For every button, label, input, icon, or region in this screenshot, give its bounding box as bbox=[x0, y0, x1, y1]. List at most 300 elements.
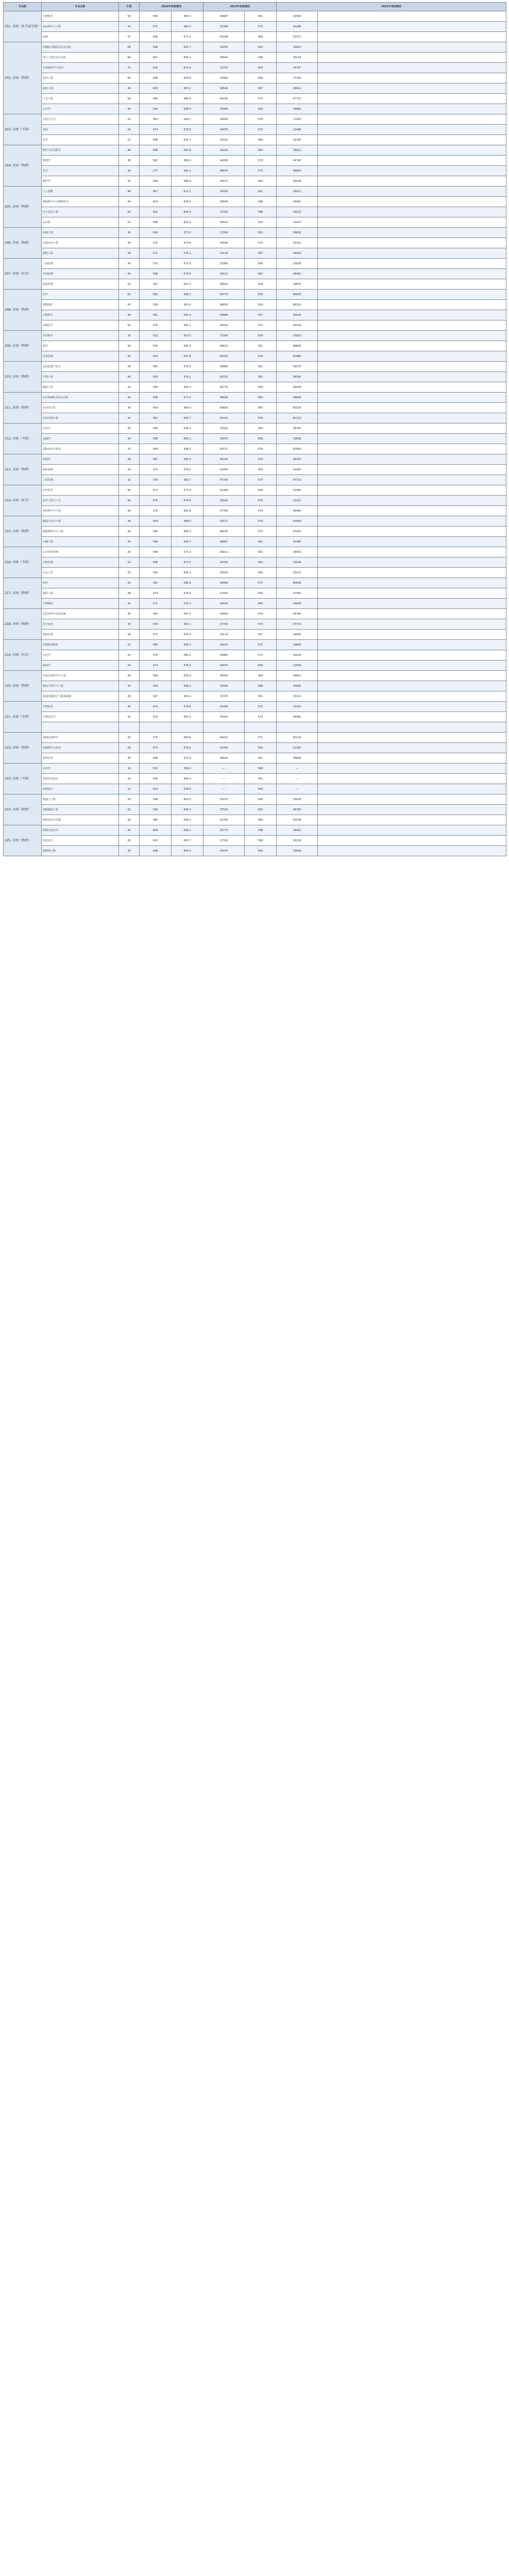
value-cell: 22 bbox=[119, 784, 140, 794]
value-cell: 574 bbox=[140, 743, 172, 753]
table-row bbox=[4, 650, 506, 660]
value-cell: 34 bbox=[119, 413, 140, 423]
value-cell: 39216 bbox=[203, 145, 245, 156]
value-cell: 26011 bbox=[203, 269, 245, 279]
table-row bbox=[4, 691, 506, 702]
value-cell: 48470 bbox=[203, 166, 245, 176]
value-cell: 26 bbox=[119, 331, 140, 341]
value-cell: 28 bbox=[119, 630, 140, 640]
blank-cell bbox=[318, 660, 506, 671]
value-cell: 30265 bbox=[203, 42, 245, 53]
value-cell: 558 bbox=[245, 413, 277, 423]
value-cell: 596 bbox=[140, 434, 172, 444]
blank-cell bbox=[318, 846, 506, 856]
blank-cell bbox=[318, 712, 506, 722]
value-cell: 28921 bbox=[277, 83, 318, 94]
value-cell: 30 bbox=[119, 619, 140, 630]
value-cell: 584.3 bbox=[172, 527, 203, 537]
value-cell: 44790 bbox=[277, 156, 318, 166]
value-cell: 571.0 bbox=[172, 547, 203, 557]
value-cell: 47010 bbox=[203, 712, 245, 722]
value-cell: 28402 bbox=[277, 197, 318, 207]
value-cell: 47715 bbox=[277, 475, 318, 485]
major-cell: 智慧农业 bbox=[42, 753, 119, 764]
blank-cell bbox=[318, 320, 506, 331]
value-cell: 30 bbox=[119, 815, 140, 825]
value-cell: 38790 bbox=[277, 423, 318, 434]
value-cell: 20420 bbox=[277, 650, 318, 660]
blank-cell bbox=[318, 403, 506, 413]
value-cell: 578 bbox=[245, 609, 277, 619]
table-body bbox=[4, 11, 506, 856]
value-cell: 573 bbox=[245, 94, 277, 104]
value-cell: 44 bbox=[119, 393, 140, 403]
table-row bbox=[4, 259, 506, 269]
value-cell: 602.7 bbox=[172, 42, 203, 53]
value-cell: 571.5 bbox=[172, 393, 203, 403]
value-cell: 56830 bbox=[277, 228, 318, 238]
value-cell: 569 bbox=[245, 465, 277, 475]
value-cell: 605.7 bbox=[172, 836, 203, 846]
value-cell: 578 bbox=[140, 619, 172, 630]
value-cell: 565 bbox=[245, 228, 277, 238]
value-cell: 574.1 bbox=[172, 372, 203, 382]
value-cell: 29115 bbox=[277, 207, 318, 217]
blank-cell bbox=[318, 609, 506, 619]
major-cell: 环境工程 bbox=[42, 228, 119, 238]
value-cell: 578 bbox=[245, 114, 277, 125]
value-cell: 24 bbox=[119, 382, 140, 393]
blank-cell bbox=[318, 351, 506, 362]
major-cell: 酿酒工程 bbox=[42, 382, 119, 393]
value-cell: 572.6 bbox=[172, 557, 203, 568]
table-row bbox=[4, 599, 506, 609]
value-cell: 24 bbox=[119, 557, 140, 568]
table-header bbox=[4, 3, 506, 11]
value-cell: 585 bbox=[140, 11, 172, 22]
blank-cell bbox=[318, 434, 506, 444]
value-cell: 63625 bbox=[277, 310, 318, 320]
value-cell: 582 bbox=[140, 156, 172, 166]
value-cell: 566 bbox=[140, 32, 172, 42]
value-cell: 16605 bbox=[203, 114, 245, 125]
major-cell: 数学与应用数学 bbox=[42, 145, 119, 156]
table-row bbox=[4, 403, 506, 413]
value-cell: 564 bbox=[140, 403, 172, 413]
value-cell: 54500 bbox=[277, 599, 318, 609]
major-cell: 应用化学 bbox=[42, 485, 119, 496]
value-cell: 62410 bbox=[203, 413, 245, 423]
major-cell: 物流管理 bbox=[42, 630, 119, 640]
major-cell: 车辆工程 bbox=[42, 537, 119, 547]
major-cell: 公共事业管理 bbox=[42, 547, 119, 557]
value-cell: 40 bbox=[119, 83, 140, 94]
major-cell: 会计学 bbox=[42, 104, 119, 114]
major-cell: 光电信息科学与工程 bbox=[42, 671, 119, 681]
value-cell: 569 bbox=[245, 743, 277, 753]
table-row bbox=[4, 393, 506, 403]
major-cell: 材料科学与工程 bbox=[42, 506, 119, 516]
blank-cell bbox=[318, 114, 506, 125]
value-cell: 36 bbox=[119, 228, 140, 238]
value-cell: 589.2 bbox=[172, 815, 203, 825]
blank-cell bbox=[318, 681, 506, 691]
blank-cell bbox=[318, 691, 506, 702]
value-cell: 586.6 bbox=[172, 578, 203, 588]
value-cell: 602 bbox=[140, 207, 172, 217]
major-cell: 测绘工程 bbox=[42, 248, 119, 259]
value-cell: 66 bbox=[119, 53, 140, 63]
value-cell: 598 bbox=[140, 217, 172, 228]
value-cell: 47715 bbox=[277, 619, 318, 630]
major-cell: 工商管理 bbox=[42, 259, 119, 269]
value-cell: 558 bbox=[140, 300, 172, 310]
value-cell: 30118 bbox=[277, 836, 318, 846]
value-cell: — bbox=[203, 774, 245, 784]
value-cell: 574 bbox=[245, 506, 277, 516]
value-cell: 574 bbox=[245, 712, 277, 722]
table-row bbox=[4, 228, 506, 238]
value-cell bbox=[119, 722, 140, 733]
value-cell: 574 bbox=[140, 660, 172, 671]
value-cell: 567.8 bbox=[172, 351, 203, 362]
value-cell: 570.6 bbox=[172, 269, 203, 279]
value-cell: 608.1 bbox=[172, 825, 203, 836]
major-cell: 草业科学 bbox=[42, 331, 119, 341]
value-cell: 598 bbox=[140, 42, 172, 53]
blank-cell bbox=[318, 176, 506, 187]
value-cell: 582 bbox=[140, 578, 172, 588]
value-cell: 46 bbox=[119, 145, 140, 156]
blank-cell bbox=[318, 269, 506, 279]
value-cell: 52368 bbox=[203, 22, 245, 32]
value-cell: 566.7 bbox=[172, 413, 203, 423]
table-row bbox=[4, 630, 506, 640]
admission-table bbox=[3, 2, 506, 856]
value-cell: 46990 bbox=[277, 712, 318, 722]
group-cell: 212, 河南（不限） bbox=[4, 423, 42, 454]
value-cell: 572 bbox=[140, 630, 172, 640]
value-cell: 24 bbox=[119, 465, 140, 475]
group-cell: 201, 河南（化学或生物） bbox=[4, 11, 42, 42]
blank-cell bbox=[318, 774, 506, 784]
major-cell: 金融学 bbox=[42, 434, 119, 444]
major-cell: 软件工程 bbox=[42, 73, 119, 83]
value-cell: 578.3 bbox=[172, 660, 203, 671]
value-cell: 44790 bbox=[277, 609, 318, 619]
value-cell: 20476 bbox=[203, 660, 245, 671]
value-cell: 578.4 bbox=[172, 588, 203, 599]
value-cell: 32 bbox=[119, 805, 140, 815]
blank-cell bbox=[318, 207, 506, 217]
table-row bbox=[4, 578, 506, 588]
value-cell: 560 bbox=[140, 290, 172, 300]
major-cell: 视觉传达设计 bbox=[42, 774, 119, 784]
blank-cell bbox=[318, 578, 506, 588]
blank-cell bbox=[318, 568, 506, 578]
value-cell: 28402 bbox=[277, 825, 318, 836]
blank-cell bbox=[318, 805, 506, 815]
value-cell: 570 bbox=[245, 238, 277, 248]
value-cell: 43460 bbox=[203, 609, 245, 619]
value-cell: 560.4 bbox=[172, 341, 203, 351]
table-row bbox=[4, 176, 506, 187]
value-cell: 590 bbox=[245, 434, 277, 444]
value-cell: 66830 bbox=[203, 300, 245, 310]
value-cell: 54005 bbox=[277, 630, 318, 640]
value-cell: 41740 bbox=[203, 815, 245, 825]
value-cell: 594 bbox=[140, 681, 172, 691]
value-cell: 598 bbox=[245, 197, 277, 207]
value-cell: 36 bbox=[119, 846, 140, 856]
value-cell: 26011 bbox=[277, 187, 318, 197]
value-cell: 22 bbox=[119, 135, 140, 145]
value-cell: 30 bbox=[119, 681, 140, 691]
value-cell: 607.2 bbox=[172, 83, 203, 94]
value-cell: 580.0 bbox=[172, 22, 203, 32]
value-cell: 573 bbox=[245, 619, 277, 630]
value-cell: 17002 bbox=[277, 114, 318, 125]
blank-cell bbox=[318, 228, 506, 238]
value-cell: 50540 bbox=[203, 238, 245, 248]
value-cell: 41580 bbox=[277, 537, 318, 547]
value-cell: 576.1 bbox=[172, 248, 203, 259]
value-cell: 566 bbox=[140, 393, 172, 403]
group-cell: 211, 河南（物理） bbox=[4, 393, 42, 423]
major-cell: 能源与动力工程 bbox=[42, 516, 119, 527]
value-cell: 49310 bbox=[203, 320, 245, 331]
table-row bbox=[4, 609, 506, 619]
value-cell: 34 bbox=[119, 341, 140, 351]
value-cell: 22315 bbox=[203, 63, 245, 73]
value-cell: 63980 bbox=[203, 310, 245, 320]
value-cell: 30 bbox=[119, 825, 140, 836]
value-cell: 47760 bbox=[203, 506, 245, 516]
value-cell: 600.0 bbox=[172, 794, 203, 805]
group-cell: 222, 河南（物理） bbox=[4, 733, 42, 764]
blank-cell bbox=[318, 722, 506, 733]
value-cell: 579.8 bbox=[172, 238, 203, 248]
value-cell: 20 bbox=[119, 568, 140, 578]
major-cell: 风景园林 bbox=[42, 351, 119, 362]
blank-cell bbox=[318, 279, 506, 290]
major-cell: 旅游管理 bbox=[42, 279, 119, 290]
table-row bbox=[4, 815, 506, 825]
value-cell: 31972 bbox=[277, 217, 318, 228]
value-cell: 42571 bbox=[203, 444, 245, 454]
value-cell: 34 bbox=[119, 671, 140, 681]
value-cell: 26402 bbox=[277, 547, 318, 557]
major-cell: 城乡规划 bbox=[42, 465, 119, 475]
value-cell: 589.1 bbox=[172, 114, 203, 125]
value-cell: 44006 bbox=[203, 156, 245, 166]
value-cell: 569 bbox=[245, 588, 277, 599]
value-cell: 549 bbox=[245, 784, 277, 794]
table-row bbox=[4, 568, 506, 578]
value-cell: 32 bbox=[119, 599, 140, 609]
value-cell: 556 bbox=[140, 774, 172, 784]
value-cell: 46990 bbox=[277, 506, 318, 516]
major-cell: 植物保护 bbox=[42, 300, 119, 310]
table-row bbox=[4, 114, 506, 125]
value-cell: 578.2 bbox=[172, 465, 203, 475]
major-cell: 自动化 bbox=[42, 217, 119, 228]
value-cell: 59370 bbox=[277, 362, 318, 372]
blank-cell bbox=[318, 32, 506, 42]
value-cell: 611.2 bbox=[172, 187, 203, 197]
value-cell: 584.1 bbox=[172, 640, 203, 650]
value-cell: 580 bbox=[140, 640, 172, 650]
blank-cell bbox=[318, 310, 506, 320]
value-cell: 50130 bbox=[277, 320, 318, 331]
value-cell: 26 bbox=[119, 125, 140, 135]
table-row bbox=[4, 73, 506, 83]
blank-cell bbox=[318, 506, 506, 516]
value-cell: 582.8 bbox=[172, 506, 203, 516]
blank-cell bbox=[318, 465, 506, 475]
table-row bbox=[4, 310, 506, 320]
major-cell: 通信工程 bbox=[42, 83, 119, 94]
value-cell: 596 bbox=[140, 846, 172, 856]
value-cell: 26540 bbox=[203, 83, 245, 94]
table-row bbox=[4, 444, 506, 454]
value-cell: 604 bbox=[245, 63, 277, 73]
blank-cell bbox=[318, 156, 506, 166]
value-cell: 578 bbox=[140, 475, 172, 485]
value-cell: 28044 bbox=[203, 53, 245, 63]
value-cell: 586.9 bbox=[172, 156, 203, 166]
value-cell: 590.3 bbox=[172, 11, 203, 22]
value-cell: 33580 bbox=[203, 104, 245, 114]
value-cell: 601.4 bbox=[172, 691, 203, 702]
value-cell: 24 bbox=[119, 279, 140, 290]
major-cell: 社会工作 bbox=[42, 568, 119, 578]
header-plan: 计划 bbox=[119, 3, 140, 11]
value-cell: 60150 bbox=[277, 403, 318, 413]
value-cell: 30510 bbox=[203, 217, 245, 228]
value-cell: 44 bbox=[119, 197, 140, 207]
blank-cell bbox=[318, 743, 506, 753]
value-cell: 40 bbox=[119, 238, 140, 248]
major-cell: 测控技术与仪器 bbox=[42, 815, 119, 825]
value-cell: 32470 bbox=[203, 846, 245, 856]
value-cell: 64770 bbox=[203, 382, 245, 393]
value-cell: 34882 bbox=[277, 104, 318, 114]
value-cell: 30550 bbox=[203, 568, 245, 578]
value-cell: 563 bbox=[245, 557, 277, 568]
value-cell: 18230 bbox=[203, 640, 245, 650]
value-cell: 575 bbox=[140, 238, 172, 248]
group-cell: 220, 河南（物理） bbox=[4, 671, 42, 702]
major-cell: 农业电气化 bbox=[42, 403, 119, 413]
value-cell: 581 bbox=[245, 537, 277, 547]
value-cell: 557.0 bbox=[172, 331, 203, 341]
value-cell: 70910 bbox=[277, 331, 318, 341]
value-cell: 559 bbox=[245, 351, 277, 362]
group-cell: 213, 河南（物理） bbox=[4, 454, 42, 485]
table-row bbox=[4, 197, 506, 207]
value-cell: 587.0 bbox=[172, 609, 203, 619]
group-cell: 215, 河南（物理） bbox=[4, 516, 42, 547]
value-cell: 40 bbox=[119, 702, 140, 712]
group-cell: 206, 河南（物理） bbox=[4, 228, 42, 259]
value-cell: 55108 bbox=[203, 32, 245, 42]
value-cell: 576 bbox=[245, 454, 277, 465]
table-row bbox=[4, 248, 506, 259]
value-cell: 42 bbox=[119, 300, 140, 310]
value-cell: 560 bbox=[140, 568, 172, 578]
value-cell: 25770 bbox=[203, 825, 245, 836]
table-row bbox=[4, 557, 506, 568]
blank-cell bbox=[318, 372, 506, 382]
value-cell: 570 bbox=[245, 496, 277, 506]
value-cell: 605.9 bbox=[172, 207, 203, 217]
blank-cell bbox=[318, 733, 506, 743]
value-cell: 24707 bbox=[277, 63, 318, 73]
value-cell: 574 bbox=[140, 465, 172, 475]
value-cell: 56090 bbox=[277, 372, 318, 382]
value-cell: 32 bbox=[119, 475, 140, 485]
major-cell: 生物技术 bbox=[42, 702, 119, 712]
group-cell: 204, 河南（物理） bbox=[4, 145, 42, 187]
value-cell: 565 bbox=[140, 362, 172, 372]
major-cell: 制药工程 bbox=[42, 588, 119, 599]
value-cell: 598.2 bbox=[172, 681, 203, 691]
value-cell: 584 bbox=[140, 176, 172, 187]
value-cell: 51900 bbox=[277, 743, 318, 753]
group-cell: 223, 河南（不限） bbox=[4, 764, 42, 794]
value-cell: — bbox=[203, 764, 245, 774]
value-cell: 590 bbox=[245, 846, 277, 856]
value-cell: 578.8 bbox=[172, 702, 203, 712]
major-cell: 集成电路设计与集成系统 bbox=[42, 691, 119, 702]
value-cell: 575 bbox=[140, 496, 172, 506]
value-cell: 24 bbox=[119, 660, 140, 671]
value-cell: 56310 bbox=[203, 372, 245, 382]
value-cell: 25540 bbox=[277, 557, 318, 568]
blank-cell bbox=[318, 423, 506, 434]
major-cell: 环境设计 bbox=[42, 784, 119, 794]
value-cell: 580.2 bbox=[172, 650, 203, 660]
value-cell: 604 bbox=[140, 825, 172, 836]
value-cell: 548 bbox=[245, 764, 277, 774]
table-row bbox=[4, 300, 506, 310]
value-cell: 40 bbox=[119, 537, 140, 547]
blank-cell bbox=[318, 125, 506, 135]
value-cell: 30 bbox=[119, 351, 140, 362]
major-cell: 动物科学 bbox=[42, 310, 119, 320]
value-cell: 36 bbox=[119, 609, 140, 619]
value-cell: 24765 bbox=[203, 557, 245, 568]
blank-cell bbox=[318, 764, 506, 774]
value-cell: 54005 bbox=[277, 248, 318, 259]
value-cell: 57266 bbox=[203, 228, 245, 238]
group-cell: 207, 河南（历史） bbox=[4, 259, 42, 290]
value-cell: 62 bbox=[119, 290, 140, 300]
value-cell: 51450 bbox=[203, 702, 245, 712]
value-cell: 26 bbox=[119, 547, 140, 557]
table-row bbox=[4, 764, 506, 774]
value-cell: 64506 bbox=[277, 382, 318, 393]
value-cell: 566 bbox=[140, 547, 172, 557]
value-cell: 573.3 bbox=[172, 32, 203, 42]
value-cell: 34 bbox=[119, 794, 140, 805]
major-cell: 食品科学与工程 bbox=[42, 22, 119, 32]
value-cell: 577 bbox=[245, 578, 277, 588]
value-cell bbox=[277, 722, 318, 733]
value-cell: 576 bbox=[140, 733, 172, 743]
value-cell: 38 bbox=[119, 516, 140, 527]
